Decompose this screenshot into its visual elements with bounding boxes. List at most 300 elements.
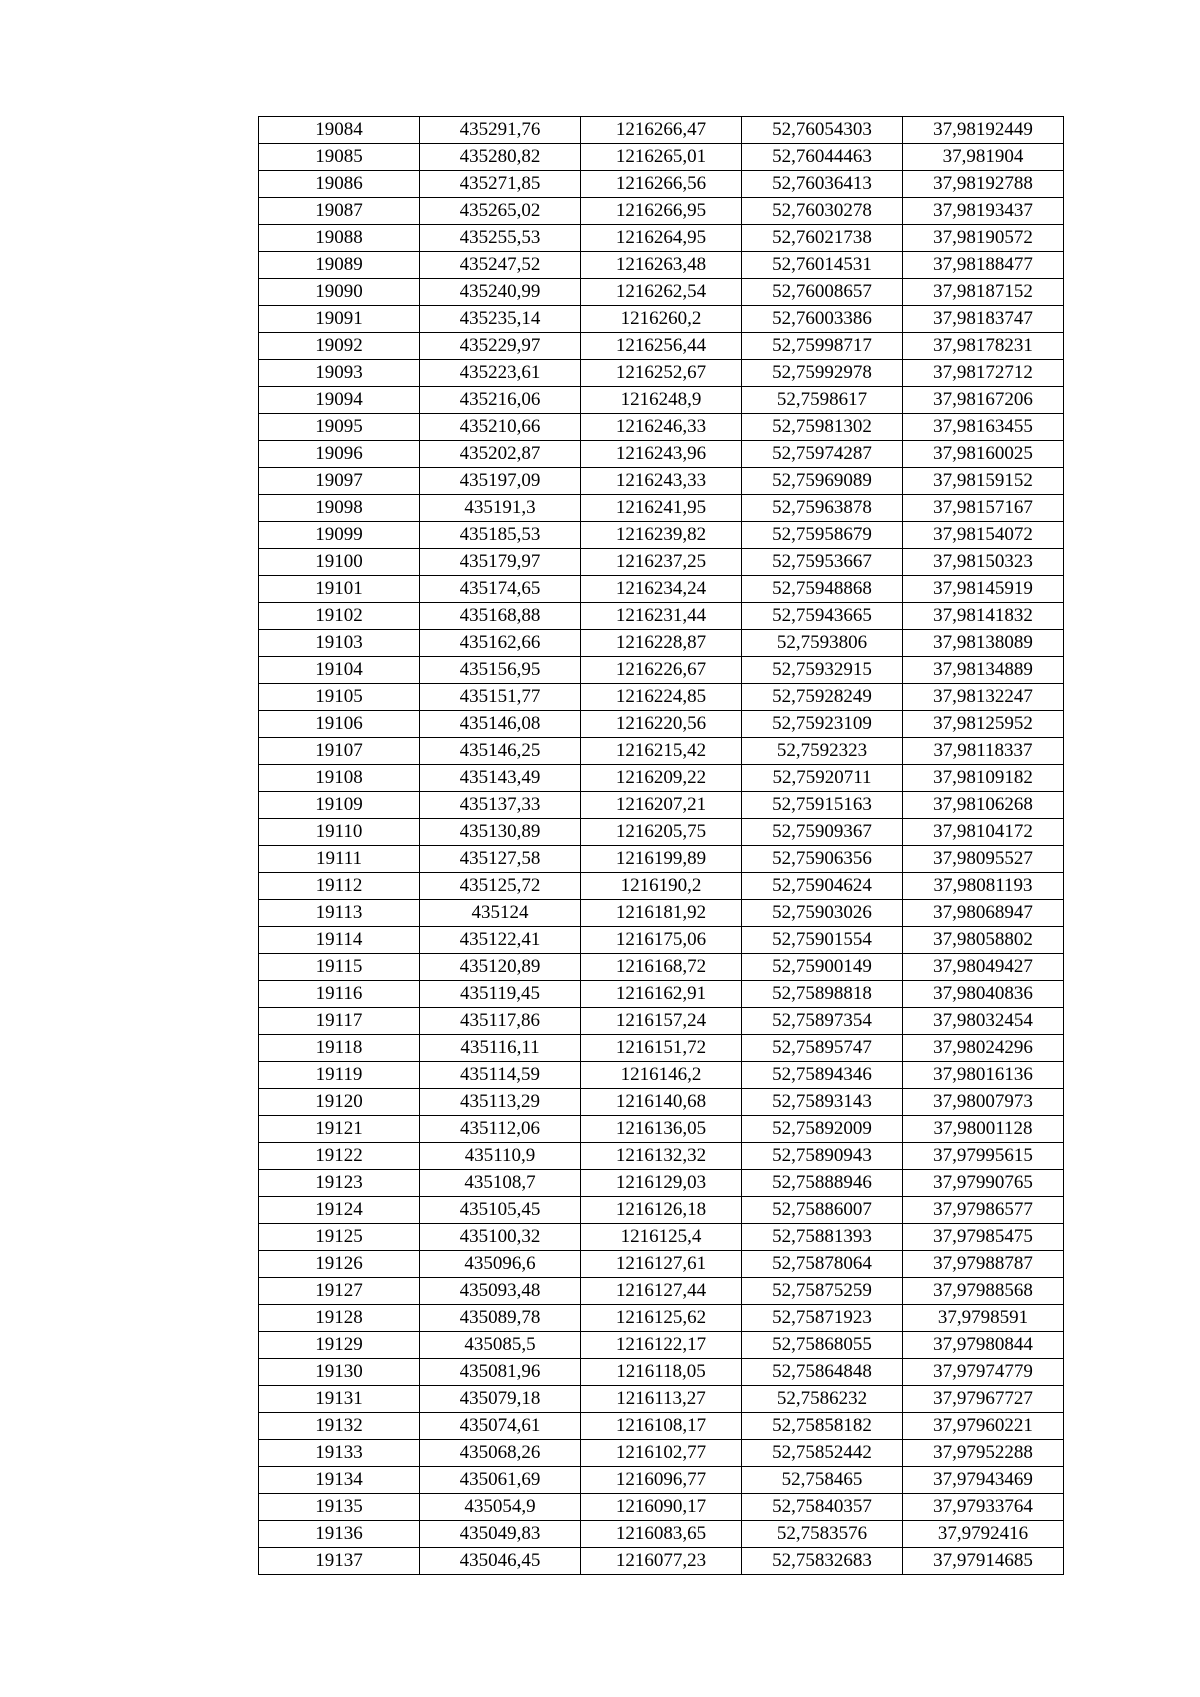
table-row <box>259 1170 1064 1197</box>
x-coordinate-cell: 435054,9 <box>420 1494 581 1521</box>
table-row <box>259 1305 1064 1332</box>
table-row <box>259 1521 1064 1548</box>
table-row <box>259 603 1064 630</box>
longitude-cell: 37,98049427 <box>903 954 1064 981</box>
y-coordinate-cell: 1216126,18 <box>581 1197 742 1224</box>
point-number-cell: 19089 <box>259 252 420 279</box>
point-number-cell: 19114 <box>259 927 420 954</box>
point-number-cell: 19085 <box>259 144 420 171</box>
y-coordinate-cell: 1216234,24 <box>581 576 742 603</box>
table-row <box>259 1143 1064 1170</box>
y-coordinate-cell: 1216252,67 <box>581 360 742 387</box>
longitude-cell: 37,98192788 <box>903 171 1064 198</box>
table-row <box>259 441 1064 468</box>
longitude-cell: 37,98125952 <box>903 711 1064 738</box>
x-coordinate-cell: 435108,7 <box>420 1170 581 1197</box>
point-number-cell: 19131 <box>259 1386 420 1413</box>
longitude-cell: 37,97914685 <box>903 1548 1064 1575</box>
table-row <box>259 333 1064 360</box>
point-number-cell: 19104 <box>259 657 420 684</box>
latitude-cell: 52,75898818 <box>742 981 903 1008</box>
table-row <box>259 225 1064 252</box>
latitude-cell: 52,75875259 <box>742 1278 903 1305</box>
longitude-cell: 37,98001128 <box>903 1116 1064 1143</box>
x-coordinate-cell: 435240,99 <box>420 279 581 306</box>
table-row <box>259 576 1064 603</box>
point-number-cell: 19125 <box>259 1224 420 1251</box>
point-number-cell: 19101 <box>259 576 420 603</box>
x-coordinate-cell: 435185,53 <box>420 522 581 549</box>
y-coordinate-cell: 1216239,82 <box>581 522 742 549</box>
latitude-cell: 52,758465 <box>742 1467 903 1494</box>
table-row <box>259 360 1064 387</box>
x-coordinate-cell: 435125,72 <box>420 873 581 900</box>
latitude-cell: 52,75832683 <box>742 1548 903 1575</box>
latitude-cell: 52,75904624 <box>742 873 903 900</box>
y-coordinate-cell: 1216263,48 <box>581 252 742 279</box>
table-row <box>259 1386 1064 1413</box>
x-coordinate-cell: 435202,87 <box>420 441 581 468</box>
x-coordinate-cell: 435210,66 <box>420 414 581 441</box>
y-coordinate-cell: 1216215,42 <box>581 738 742 765</box>
latitude-cell: 52,75915163 <box>742 792 903 819</box>
longitude-cell: 37,98187152 <box>903 279 1064 306</box>
point-number-cell: 19121 <box>259 1116 420 1143</box>
latitude-cell: 52,75894346 <box>742 1062 903 1089</box>
latitude-cell: 52,7598617 <box>742 387 903 414</box>
x-coordinate-cell: 435049,83 <box>420 1521 581 1548</box>
table-row <box>259 1008 1064 1035</box>
latitude-cell: 52,75992978 <box>742 360 903 387</box>
point-number-cell: 19105 <box>259 684 420 711</box>
latitude-cell: 52,76014531 <box>742 252 903 279</box>
point-number-cell: 19130 <box>259 1359 420 1386</box>
y-coordinate-cell: 1216127,44 <box>581 1278 742 1305</box>
point-number-cell: 19126 <box>259 1251 420 1278</box>
y-coordinate-cell: 1216136,05 <box>581 1116 742 1143</box>
longitude-cell: 37,98145919 <box>903 576 1064 603</box>
point-number-cell: 19120 <box>259 1089 420 1116</box>
longitude-cell: 37,97985475 <box>903 1224 1064 1251</box>
longitude-cell: 37,97960221 <box>903 1413 1064 1440</box>
y-coordinate-cell: 1216224,85 <box>581 684 742 711</box>
y-coordinate-cell: 1216266,47 <box>581 117 742 144</box>
longitude-cell: 37,98188477 <box>903 252 1064 279</box>
y-coordinate-cell: 1216129,03 <box>581 1170 742 1197</box>
point-number-cell: 19115 <box>259 954 420 981</box>
latitude-cell: 52,75923109 <box>742 711 903 738</box>
latitude-cell: 52,75881393 <box>742 1224 903 1251</box>
point-number-cell: 19100 <box>259 549 420 576</box>
longitude-cell: 37,98172712 <box>903 360 1064 387</box>
x-coordinate-cell: 435068,26 <box>420 1440 581 1467</box>
point-number-cell: 19087 <box>259 198 420 225</box>
latitude-cell: 52,75897354 <box>742 1008 903 1035</box>
x-coordinate-cell: 435114,59 <box>420 1062 581 1089</box>
x-coordinate-cell: 435179,97 <box>420 549 581 576</box>
longitude-cell: 37,98154072 <box>903 522 1064 549</box>
point-number-cell: 19132 <box>259 1413 420 1440</box>
point-number-cell: 19122 <box>259 1143 420 1170</box>
table-row <box>259 1089 1064 1116</box>
point-number-cell: 19108 <box>259 765 420 792</box>
x-coordinate-cell: 435116,11 <box>420 1035 581 1062</box>
latitude-cell: 52,75963878 <box>742 495 903 522</box>
y-coordinate-cell: 1216162,91 <box>581 981 742 1008</box>
y-coordinate-cell: 1216220,56 <box>581 711 742 738</box>
y-coordinate-cell: 1216125,4 <box>581 1224 742 1251</box>
longitude-cell: 37,98118337 <box>903 738 1064 765</box>
x-coordinate-cell: 435235,14 <box>420 306 581 333</box>
y-coordinate-cell: 1216262,54 <box>581 279 742 306</box>
x-coordinate-cell: 435100,32 <box>420 1224 581 1251</box>
y-coordinate-cell: 1216264,95 <box>581 225 742 252</box>
longitude-cell: 37,98150323 <box>903 549 1064 576</box>
table-row <box>259 1332 1064 1359</box>
y-coordinate-cell: 1216127,61 <box>581 1251 742 1278</box>
latitude-cell: 52,75892009 <box>742 1116 903 1143</box>
table-row <box>259 468 1064 495</box>
point-number-cell: 19090 <box>259 279 420 306</box>
x-coordinate-cell: 435162,66 <box>420 630 581 657</box>
point-number-cell: 19102 <box>259 603 420 630</box>
x-coordinate-cell: 435113,29 <box>420 1089 581 1116</box>
point-number-cell: 19119 <box>259 1062 420 1089</box>
latitude-cell: 52,76054303 <box>742 117 903 144</box>
y-coordinate-cell: 1216190,2 <box>581 873 742 900</box>
table-row <box>259 1413 1064 1440</box>
coordinates-table-body <box>259 117 1064 1575</box>
x-coordinate-cell: 435151,77 <box>420 684 581 711</box>
latitude-cell: 52,75909367 <box>742 819 903 846</box>
table-row <box>259 306 1064 333</box>
x-coordinate-cell: 435174,65 <box>420 576 581 603</box>
table-row <box>259 819 1064 846</box>
table-row <box>259 846 1064 873</box>
longitude-cell: 37,97988787 <box>903 1251 1064 1278</box>
y-coordinate-cell: 1216231,44 <box>581 603 742 630</box>
latitude-cell: 52,75969089 <box>742 468 903 495</box>
longitude-cell: 37,97990765 <box>903 1170 1064 1197</box>
latitude-cell: 52,75888946 <box>742 1170 903 1197</box>
y-coordinate-cell: 1216090,17 <box>581 1494 742 1521</box>
x-coordinate-cell: 435127,58 <box>420 846 581 873</box>
longitude-cell: 37,98178231 <box>903 333 1064 360</box>
latitude-cell: 52,75893143 <box>742 1089 903 1116</box>
table-row <box>259 495 1064 522</box>
y-coordinate-cell: 1216226,67 <box>581 657 742 684</box>
x-coordinate-cell: 435265,02 <box>420 198 581 225</box>
y-coordinate-cell: 1216077,23 <box>581 1548 742 1575</box>
x-coordinate-cell: 435124 <box>420 900 581 927</box>
longitude-cell: 37,97995615 <box>903 1143 1064 1170</box>
latitude-cell: 52,75998717 <box>742 333 903 360</box>
table-row <box>259 927 1064 954</box>
x-coordinate-cell: 435216,06 <box>420 387 581 414</box>
latitude-cell: 52,75958679 <box>742 522 903 549</box>
y-coordinate-cell: 1216199,89 <box>581 846 742 873</box>
latitude-cell: 52,75868055 <box>742 1332 903 1359</box>
point-number-cell: 19110 <box>259 819 420 846</box>
latitude-cell: 52,75895747 <box>742 1035 903 1062</box>
latitude-cell: 52,75886007 <box>742 1197 903 1224</box>
table-row <box>259 900 1064 927</box>
table-row <box>259 1116 1064 1143</box>
y-coordinate-cell: 1216237,25 <box>581 549 742 576</box>
longitude-cell: 37,97980844 <box>903 1332 1064 1359</box>
table-row <box>259 1467 1064 1494</box>
y-coordinate-cell: 1216113,27 <box>581 1386 742 1413</box>
latitude-cell: 52,75928249 <box>742 684 903 711</box>
latitude-cell: 52,75900149 <box>742 954 903 981</box>
x-coordinate-cell: 435074,61 <box>420 1413 581 1440</box>
table-row <box>259 684 1064 711</box>
table-row <box>259 873 1064 900</box>
y-coordinate-cell: 1216132,32 <box>581 1143 742 1170</box>
point-number-cell: 19127 <box>259 1278 420 1305</box>
latitude-cell: 52,75890943 <box>742 1143 903 1170</box>
latitude-cell: 52,75920711 <box>742 765 903 792</box>
y-coordinate-cell: 1216108,17 <box>581 1413 742 1440</box>
y-coordinate-cell: 1216146,2 <box>581 1062 742 1089</box>
point-number-cell: 19091 <box>259 306 420 333</box>
point-number-cell: 19111 <box>259 846 420 873</box>
table-row <box>259 387 1064 414</box>
longitude-cell: 37,98007973 <box>903 1089 1064 1116</box>
latitude-cell: 52,7593806 <box>742 630 903 657</box>
table-row <box>259 792 1064 819</box>
latitude-cell: 52,75974287 <box>742 441 903 468</box>
point-number-cell: 19128 <box>259 1305 420 1332</box>
y-coordinate-cell: 1216248,9 <box>581 387 742 414</box>
table-row <box>259 1062 1064 1089</box>
x-coordinate-cell: 435112,06 <box>420 1116 581 1143</box>
y-coordinate-cell: 1216102,77 <box>581 1440 742 1467</box>
point-number-cell: 19097 <box>259 468 420 495</box>
x-coordinate-cell: 435110,9 <box>420 1143 581 1170</box>
point-number-cell: 19092 <box>259 333 420 360</box>
point-number-cell: 19129 <box>259 1332 420 1359</box>
point-number-cell: 19093 <box>259 360 420 387</box>
x-coordinate-cell: 435197,09 <box>420 468 581 495</box>
y-coordinate-cell: 1216256,44 <box>581 333 742 360</box>
point-number-cell: 19109 <box>259 792 420 819</box>
longitude-cell: 37,98163455 <box>903 414 1064 441</box>
longitude-cell: 37,981904 <box>903 144 1064 171</box>
table-row <box>259 1278 1064 1305</box>
x-coordinate-cell: 435046,45 <box>420 1548 581 1575</box>
latitude-cell: 52,7583576 <box>742 1521 903 1548</box>
x-coordinate-cell: 435291,76 <box>420 117 581 144</box>
table-row <box>259 1359 1064 1386</box>
point-number-cell: 19133 <box>259 1440 420 1467</box>
longitude-cell: 37,98032454 <box>903 1008 1064 1035</box>
longitude-cell: 37,97943469 <box>903 1467 1064 1494</box>
latitude-cell: 52,75840357 <box>742 1494 903 1521</box>
y-coordinate-cell: 1216118,05 <box>581 1359 742 1386</box>
y-coordinate-cell: 1216243,33 <box>581 468 742 495</box>
longitude-cell: 37,98016136 <box>903 1062 1064 1089</box>
table-row <box>259 117 1064 144</box>
table-row <box>259 144 1064 171</box>
latitude-cell: 52,75943665 <box>742 603 903 630</box>
table-row <box>259 711 1064 738</box>
longitude-cell: 37,98190572 <box>903 225 1064 252</box>
point-number-cell: 19135 <box>259 1494 420 1521</box>
longitude-cell: 37,98193437 <box>903 198 1064 225</box>
longitude-cell: 37,98192449 <box>903 117 1064 144</box>
table-row <box>259 171 1064 198</box>
table-row <box>259 1440 1064 1467</box>
latitude-cell: 52,75906356 <box>742 846 903 873</box>
y-coordinate-cell: 1216175,06 <box>581 927 742 954</box>
x-coordinate-cell: 435061,69 <box>420 1467 581 1494</box>
x-coordinate-cell: 435096,6 <box>420 1251 581 1278</box>
table-row <box>259 1548 1064 1575</box>
x-coordinate-cell: 435191,3 <box>420 495 581 522</box>
table-row <box>259 252 1064 279</box>
y-coordinate-cell: 1216209,22 <box>581 765 742 792</box>
longitude-cell: 37,97986577 <box>903 1197 1064 1224</box>
x-coordinate-cell: 435146,25 <box>420 738 581 765</box>
longitude-cell: 37,98024296 <box>903 1035 1064 1062</box>
y-coordinate-cell: 1216266,95 <box>581 198 742 225</box>
latitude-cell: 52,75903026 <box>742 900 903 927</box>
x-coordinate-cell: 435093,48 <box>420 1278 581 1305</box>
latitude-cell: 52,75871923 <box>742 1305 903 1332</box>
longitude-cell: 37,98157167 <box>903 495 1064 522</box>
point-number-cell: 19099 <box>259 522 420 549</box>
longitude-cell: 37,97967727 <box>903 1386 1064 1413</box>
point-number-cell: 19118 <box>259 1035 420 1062</box>
latitude-cell: 52,75852442 <box>742 1440 903 1467</box>
latitude-cell: 52,76003386 <box>742 306 903 333</box>
y-coordinate-cell: 1216207,21 <box>581 792 742 819</box>
x-coordinate-cell: 435079,18 <box>420 1386 581 1413</box>
point-number-cell: 19095 <box>259 414 420 441</box>
x-coordinate-cell: 435089,78 <box>420 1305 581 1332</box>
x-coordinate-cell: 435143,49 <box>420 765 581 792</box>
table-row <box>259 198 1064 225</box>
longitude-cell: 37,98081193 <box>903 873 1064 900</box>
latitude-cell: 52,76036413 <box>742 171 903 198</box>
y-coordinate-cell: 1216122,17 <box>581 1332 742 1359</box>
latitude-cell: 52,75953667 <box>742 549 903 576</box>
table-row <box>259 981 1064 1008</box>
x-coordinate-cell: 435137,33 <box>420 792 581 819</box>
point-number-cell: 19106 <box>259 711 420 738</box>
longitude-cell: 37,98106268 <box>903 792 1064 819</box>
point-number-cell: 19096 <box>259 441 420 468</box>
table-row <box>259 738 1064 765</box>
point-number-cell: 19107 <box>259 738 420 765</box>
point-number-cell: 19103 <box>259 630 420 657</box>
y-coordinate-cell: 1216151,72 <box>581 1035 742 1062</box>
latitude-cell: 52,75858182 <box>742 1413 903 1440</box>
longitude-cell: 37,9798591 <box>903 1305 1064 1332</box>
table-row <box>259 549 1064 576</box>
point-number-cell: 19113 <box>259 900 420 927</box>
point-number-cell: 19124 <box>259 1197 420 1224</box>
y-coordinate-cell: 1216260,2 <box>581 306 742 333</box>
y-coordinate-cell: 1216265,01 <box>581 144 742 171</box>
x-coordinate-cell: 435271,85 <box>420 171 581 198</box>
table-row <box>259 522 1064 549</box>
longitude-cell: 37,98058802 <box>903 927 1064 954</box>
x-coordinate-cell: 435156,95 <box>420 657 581 684</box>
x-coordinate-cell: 435255,53 <box>420 225 581 252</box>
latitude-cell: 52,75901554 <box>742 927 903 954</box>
point-number-cell: 19088 <box>259 225 420 252</box>
longitude-cell: 37,98134889 <box>903 657 1064 684</box>
longitude-cell: 37,98183747 <box>903 306 1064 333</box>
longitude-cell: 37,98068947 <box>903 900 1064 927</box>
x-coordinate-cell: 435122,41 <box>420 927 581 954</box>
longitude-cell: 37,97933764 <box>903 1494 1064 1521</box>
y-coordinate-cell: 1216241,95 <box>581 495 742 522</box>
x-coordinate-cell: 435229,97 <box>420 333 581 360</box>
longitude-cell: 37,9792416 <box>903 1521 1064 1548</box>
latitude-cell: 52,76044463 <box>742 144 903 171</box>
y-coordinate-cell: 1216228,87 <box>581 630 742 657</box>
table-row <box>259 765 1064 792</box>
x-coordinate-cell: 435119,45 <box>420 981 581 1008</box>
y-coordinate-cell: 1216168,72 <box>581 954 742 981</box>
point-number-cell: 19136 <box>259 1521 420 1548</box>
point-number-cell: 19117 <box>259 1008 420 1035</box>
table-row <box>259 414 1064 441</box>
longitude-cell: 37,98109182 <box>903 765 1064 792</box>
x-coordinate-cell: 435130,89 <box>420 819 581 846</box>
y-coordinate-cell: 1216205,75 <box>581 819 742 846</box>
latitude-cell: 52,75948868 <box>742 576 903 603</box>
point-number-cell: 19123 <box>259 1170 420 1197</box>
latitude-cell: 52,75864848 <box>742 1359 903 1386</box>
longitude-cell: 37,98138089 <box>903 630 1064 657</box>
longitude-cell: 37,98159152 <box>903 468 1064 495</box>
y-coordinate-cell: 1216140,68 <box>581 1089 742 1116</box>
point-number-cell: 19112 <box>259 873 420 900</box>
y-coordinate-cell: 1216266,56 <box>581 171 742 198</box>
longitude-cell: 37,98141832 <box>903 603 1064 630</box>
longitude-cell: 37,98160025 <box>903 441 1064 468</box>
coordinates-table <box>258 116 1064 1575</box>
longitude-cell: 37,98167206 <box>903 387 1064 414</box>
latitude-cell: 52,75981302 <box>742 414 903 441</box>
latitude-cell: 52,75878064 <box>742 1251 903 1278</box>
table-row <box>259 1251 1064 1278</box>
longitude-cell: 37,97952288 <box>903 1440 1064 1467</box>
y-coordinate-cell: 1216096,77 <box>581 1467 742 1494</box>
longitude-cell: 37,97974779 <box>903 1359 1064 1386</box>
x-coordinate-cell: 435247,52 <box>420 252 581 279</box>
table-row <box>259 1224 1064 1251</box>
table-row <box>259 1035 1064 1062</box>
x-coordinate-cell: 435085,5 <box>420 1332 581 1359</box>
point-number-cell: 19094 <box>259 387 420 414</box>
y-coordinate-cell: 1216157,24 <box>581 1008 742 1035</box>
longitude-cell: 37,98040836 <box>903 981 1064 1008</box>
table-row <box>259 657 1064 684</box>
table-row <box>259 1197 1064 1224</box>
latitude-cell: 52,76021738 <box>742 225 903 252</box>
x-coordinate-cell: 435120,89 <box>420 954 581 981</box>
x-coordinate-cell: 435280,82 <box>420 144 581 171</box>
longitude-cell: 37,98095527 <box>903 846 1064 873</box>
y-coordinate-cell: 1216083,65 <box>581 1521 742 1548</box>
latitude-cell: 52,75932915 <box>742 657 903 684</box>
longitude-cell: 37,98132247 <box>903 684 1064 711</box>
